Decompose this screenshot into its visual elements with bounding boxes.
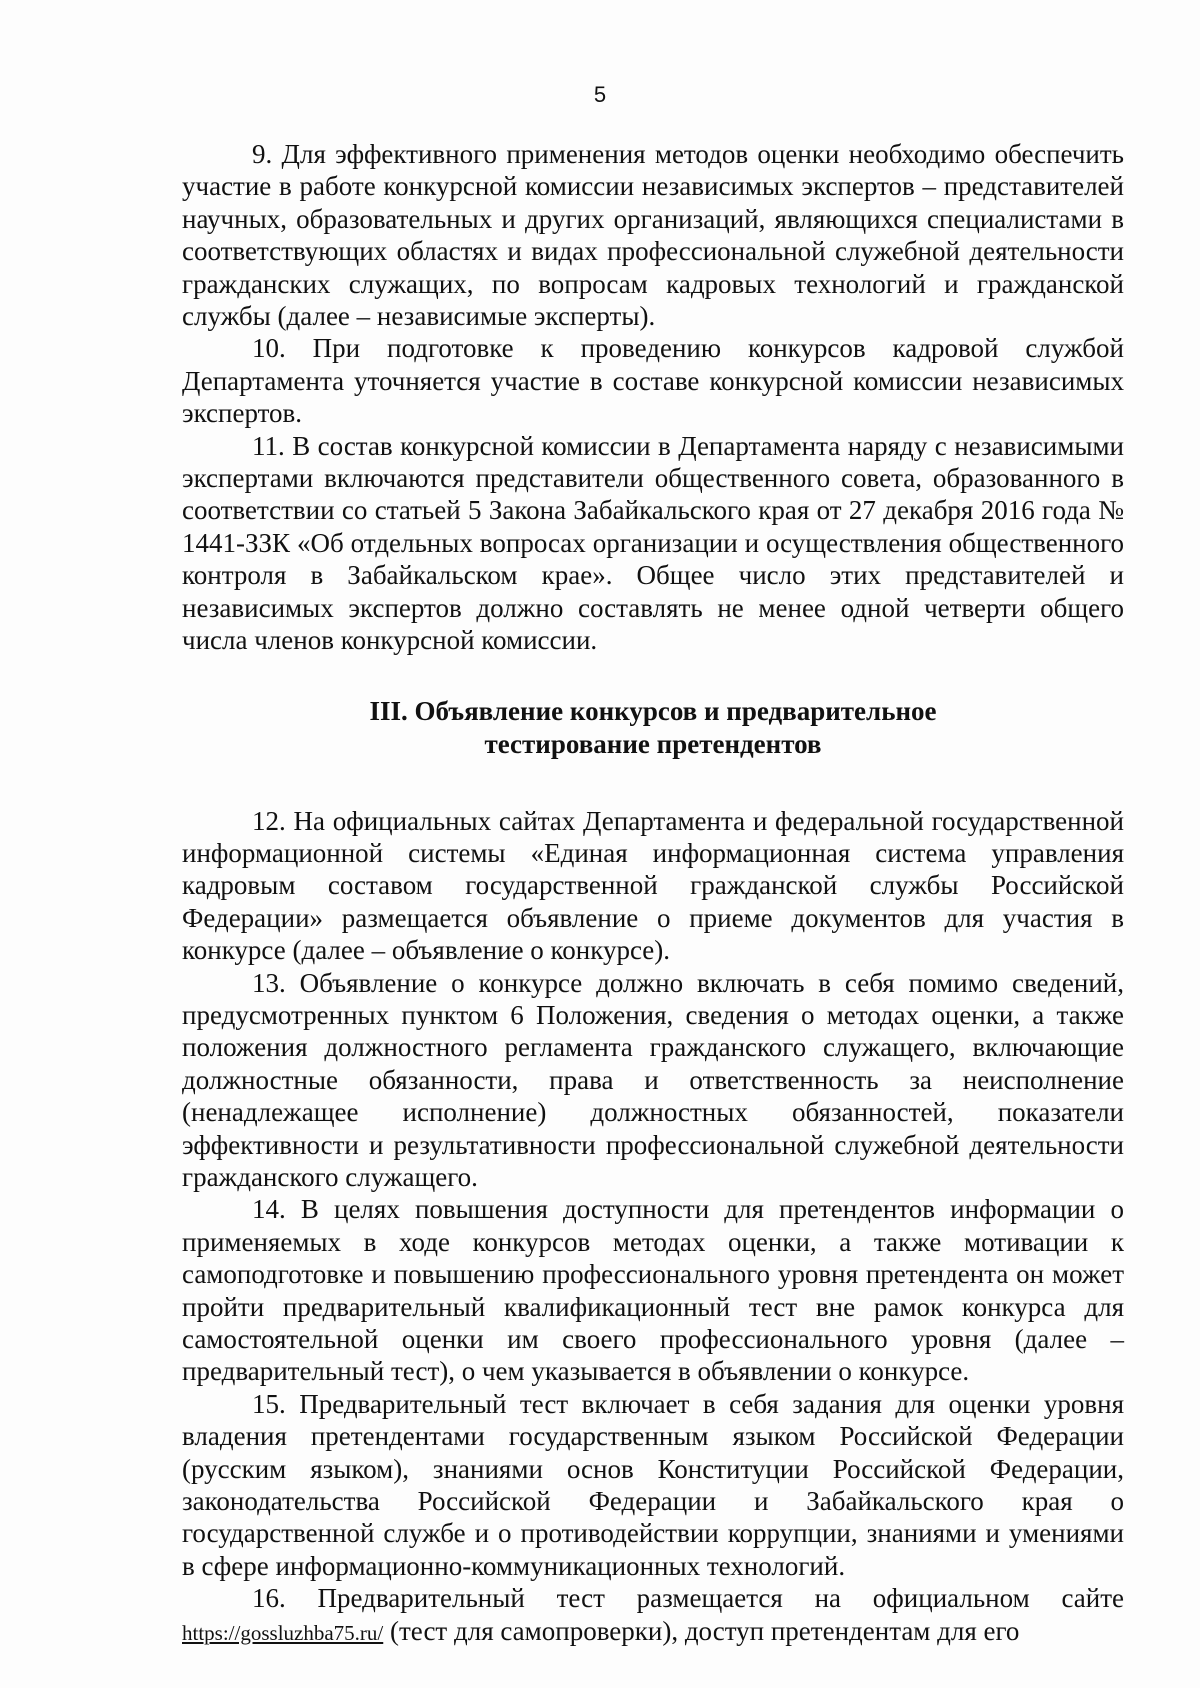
paragraph-9: 9. Для эффективного применения методов оценки необходимо обеспечить участие в работе конкурсной комиссии независимых экспертов – представителей научных, образовательных и других организаций, являющихся специалистами в соответствующих областях и видах профессиональной служебной деятельности гражданских служащих, по вопросам кадровых технологий и гражданской службы (далее – независимые эксперты). (182, 139, 1124, 332)
paragraph-13: 13. Объявление о конкурсе должно включать в себя помимо сведений, предусмотренных пунктом 6 Положения, сведения о методах оценки, а также положения должностного регламента гражданского служащего, включающие должностные обязанности, права и ответственность за неисполнение (ненадлежащее исполнение) должностных обязанностей, показатели эффективности и результативности профессиональной служебной деятельности гражданского служащего. (182, 967, 1124, 1192)
section-heading (182, 695, 1124, 761)
paragraph-11: 11. В состав конкурсной комиссии в Департамента наряду с независимыми экспертами включаются представители общественного совета, образованного в соответствии со статьей 5 Закона Забайкальского края от 27 декабря 2016 года № 1441-ЗЗК «Об отдельных вопросах организации и осуществления общественного контроля в Забайкальском крае». Общее число этих представителей и независимых экспертов должно составлять не менее одной четверти общего числа членов конкурсной комиссии. (182, 430, 1124, 656)
paragraph-15: 15. Предварительный тест включает в себя задания для оценки уровня владения претендентами государственным языком Российской Федерации (русским языком), знаниями основ Конституции Российской Федерации, законодательства Российской Федерации и Забайкальского края о государственной службе и о противодействии коррупции, знаниями и умениями в сфере информационно-коммуникационных технологий. (182, 1388, 1124, 1581)
document-body (182, 138, 1124, 1649)
paragraph-16-start: 16. Предварительный тест размещается на официальном сайте (252, 1583, 1124, 1614)
paragraph-16 (182, 1582, 1124, 1649)
gossluzhba-link[interactable]: https://gossluzhba75.ru/ (182, 1620, 384, 1645)
paragraph-12: 12. На официальных сайтах Департамента и федеральной государственной информационной системы «Единая информационная система управления кадровым составом государственной гражданской службы Российской Федерации» размещается объявление о приеме документов для участия в конкурсе (далее – объявление о конкурсе). (182, 805, 1124, 966)
section-heading-line-2: тестирование претендентов (484, 728, 822, 759)
page-number: 5 (593, 82, 607, 107)
paragraph-10: 10. При подготовке к проведению конкурсов кадровой службой Департамента уточняется участие в составе конкурсной комиссии независимых экспертов. (182, 333, 1124, 429)
paragraph-16-end: (тест для самопроверки), доступ претендентам для его (383, 1615, 1020, 1646)
section-heading-line-1: III. Объявление конкурсов и предварительное (369, 695, 937, 726)
paragraph-14: 14. В целях повышения доступности для претендентов информации о применяемых в ходе конкурсов методах оценки, а также мотивации к самоподготовке и повышению профессионального уровня претендента он может пройти предварительный квалификационный тест вне рамок конкурса для самостоятельной оценки им своего профессионального уровня (далее – предварительный тест), о чем указывается в объявлении о конкурсе. (182, 1194, 1124, 1387)
